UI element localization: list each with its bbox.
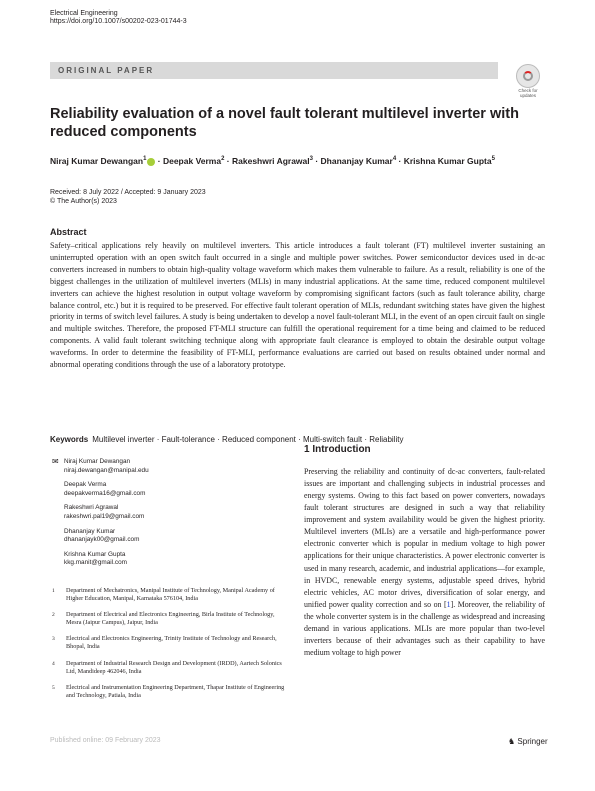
- author-list: Niraj Kumar Dewangan$^1$ · Deepak Verma$^2$ · Rakeshwri Agrawal$^3$ · Dhananjay Kumar$^4$ · Krishna Kumar Gupta$^5$: [50, 156, 495, 166]
- affiliations: [52, 587, 287, 708]
- affiliation-number: 3: [52, 636, 55, 643]
- author-contacts: [52, 458, 292, 574]
- orcid-icon[interactable]: [147, 158, 155, 166]
- abstract-heading: Abstract: [50, 227, 87, 237]
- affiliation-number: 2: [52, 612, 55, 619]
- affiliation-item: [52, 684, 287, 700]
- author-affil-sup: 1: [143, 156, 147, 163]
- keywords-label: Keywords: [50, 435, 89, 444]
- contact-entry: [64, 504, 292, 521]
- affiliation-item: [52, 587, 287, 603]
- author-name[interactable]: Niraj Kumar Dewangan: [50, 156, 144, 166]
- envelope-icon: ✉: [52, 457, 59, 466]
- author-affil-sup: 5: [491, 156, 495, 163]
- contact-entry: [64, 528, 292, 545]
- article-dates: [50, 188, 206, 206]
- check-for-updates-badge[interactable]: [513, 64, 543, 98]
- contact-email[interactable]: deepakverma16@gmail.com: [64, 489, 146, 497]
- author-name[interactable]: Deepak Verma: [162, 156, 222, 166]
- keywords-text: Multilevel inverter · Fault-tolerance · Reduced component · Multi-switch fault · Reliability: [92, 435, 404, 444]
- springer-logo: [508, 737, 548, 746]
- publisher-name: Springer: [517, 737, 548, 746]
- published-online-date: Published online: 09 February 2023: [50, 737, 161, 744]
- affiliation-text: Department of Electrical and Electronics Engineering, Birla Institute of Technology, Mesra (Jaipur Campus), Jaipur, India: [66, 611, 275, 627]
- doi-link[interactable]: https://doi.org/10.1007/s00202-023-01744-3: [50, 18, 187, 25]
- section-heading-introduction: 1 Introduction: [304, 444, 371, 455]
- check-updates-icon: [516, 64, 540, 88]
- article-type-banner: [50, 62, 498, 79]
- affiliation-number: 1: [52, 588, 55, 594]
- affiliation-number: 4: [52, 660, 55, 667]
- contact-name: Deepak Verma: [64, 481, 107, 489]
- affiliation-item: [52, 635, 287, 651]
- affiliation-text: Department of Industrial Research Design and Development (IRDD), Aartech Solonics Ltd, Mandideep 462046, India: [66, 659, 282, 675]
- paper-title: Reliability evaluation of a novel fault tolerant multilevel inverter with reduced components: [50, 106, 519, 140]
- abstract-text: Safety–critical applications rely heavily on multilevel inverters. This article introduces a fault tolerant (FT) multilevel inverter sustaining an uninterrupted operation with an open switch fault occurred in a single and multiple power switches. Power semiconductor devices used in dc-ac converters increased in numbers to obtain high-quality voltage waveform which makes them vulnerable to failure. As a result, reliability is one of the biggest challenges in the utilization of multilevel inverters (MLIs) in many industrial applications. At the same time, reduced component multilevel inverters can achieve the highest resolution in output voltage waveform by compromising significant factors (such as fault tolerance ability, charge balance control, etc.) but it is required to be preserved. For effective fault tolerant operation of MLIs, redundant switching states have given the highest priority in terms of switch level failures. A study is being undertaken to develop a novel fault-tolerant MLI, in the event of an open circuit fault on single and multiple switches. Therefore, the proposed FT-MLI structure can fulfill the operational requirement for a time being and claimed to be reduced components. A valid fault tolerant switching technique along with appropriate fault clearance is employed to obtain the desirable output voltage waveforms. In order to determine the feasibility of FT-MLI, performance evaluations are carried out based on results obtained under normal and abnormal operating conditions through the use of a laboratory prototype.: [50, 241, 545, 370]
- contact-name: Krishna Kumar Gupta: [64, 550, 126, 558]
- contact-entry: [64, 481, 292, 498]
- author-affil-sup: 2: [221, 156, 225, 163]
- affiliation-item: [52, 660, 287, 676]
- received-accepted-dates: Received: 8 July 2022 / Accepted: 9 January 2023: [50, 189, 206, 196]
- affiliation-number: 5: [52, 684, 55, 691]
- copyright-line: © The Author(s) 2023: [50, 198, 117, 205]
- contact-entry: [64, 551, 292, 568]
- keywords-line: [50, 435, 545, 444]
- affiliation-item: [52, 611, 287, 627]
- contact-entry: [64, 458, 292, 475]
- intro-text-part: ]. Moreover, the reliability of the whole converter system is in the challenge as widespread and increasing demand in various applications. MLIs are more popular than two-level inverters because of their advantages such as their capability to have medium voltage to high power: [304, 599, 545, 657]
- article-type-label: ORIGINAL PAPER: [58, 66, 155, 75]
- affiliation-text: Department of Mechatronics, Manipal Institute of Technology, Manipal Academy of Higher Education, Manipal, Karnataka 576104, India: [66, 587, 275, 603]
- introduction-text: [304, 466, 545, 659]
- contact-email[interactable]: rakeshwri.pal19@gmail.com: [64, 512, 145, 520]
- citation-link[interactable]: 1: [446, 599, 451, 609]
- contact-email[interactable]: dhananjayk00@gmail.com: [64, 536, 140, 544]
- author-name[interactable]: Dhananjay Kumar: [320, 156, 393, 166]
- affiliation-text: Electrical and Electronics Engineering, Trinity Institute of Technology and Research, Bhopal, India: [66, 635, 277, 651]
- springer-horse-icon: ♞: [508, 737, 516, 746]
- author-name[interactable]: Krishna Kumar Gupta: [403, 156, 492, 166]
- author-affil-sup: 4: [392, 156, 397, 163]
- contact-email[interactable]: niraj.dewangan@manipal.edu: [64, 466, 149, 474]
- journal-name: Electrical Engineering: [50, 10, 118, 17]
- contact-name: Niraj Kumar Dewangan: [64, 458, 131, 465]
- check-updates-label: Check for updates: [518, 88, 538, 98]
- affiliation-text: Electrical and Instrumentation Engineering Department, Thapar Institute of Engineering and Technology, Patiala, India: [66, 683, 285, 699]
- contact-email[interactable]: kkg.manit@gmail.com: [64, 559, 127, 567]
- contact-name: Rakeshwri Agrawal: [64, 504, 119, 512]
- author-name[interactable]: Rakeshwri Agrawal: [232, 156, 310, 166]
- intro-text-part: Preserving the reliability and continuity of dc-ac converters, fault-related issues are important and challenging subjects in industrial processes and energy systems. Owing to this fact based on power converters, nowadays fault tolerant structures are designed in such a way that reliability improvement and system availability would be given the highest priority. Multilevel inverters (MLIs) are a versatile and high-performance power electronic converter which is popular in medium voltage to high power applications for their unique characteristics. A power electronic converter is used in many research, academic, and industrial applications—for example, in HVDC, renewable energy systems, adjustable speed drives, hybrid electric vehicles, AC motor drives, diversification of solar energy, and unified power quality correction and so on [: [304, 467, 545, 609]
- contact-name: Dhananjay Kumar: [64, 527, 116, 535]
- author-affil-sup: 3: [309, 156, 313, 163]
